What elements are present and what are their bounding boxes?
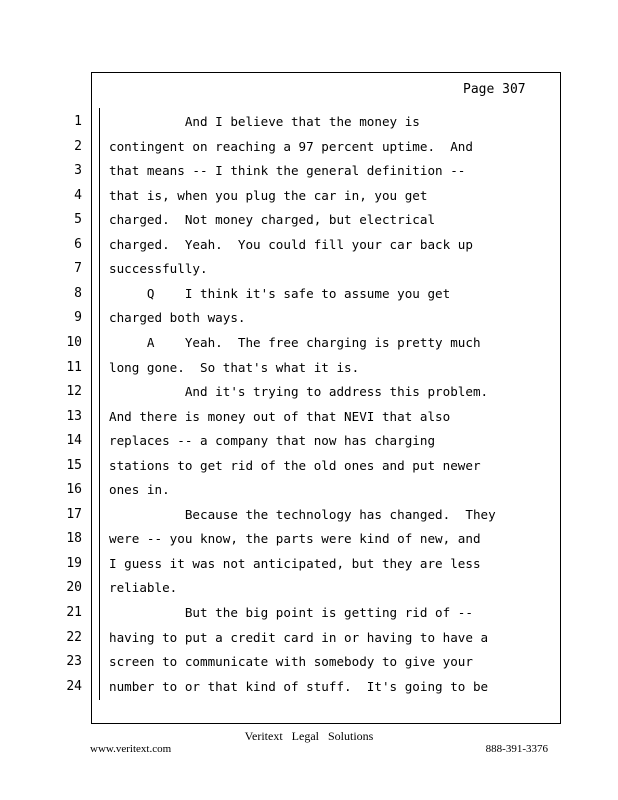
line-number: 16 xyxy=(66,482,82,497)
line-text: number to or that kind of stuff. It's going to be xyxy=(109,679,489,694)
line-text: And I believe that the money is xyxy=(109,114,420,129)
line-number: 15 xyxy=(66,458,82,473)
line-text: charged. Yeah. You could fill your car back up xyxy=(109,237,473,252)
line-text: charged. Not money charged, but electrical xyxy=(109,212,436,227)
footer-company: Veritext Legal Solutions xyxy=(244,729,374,743)
line-text: contingent on reaching a 97 percent uptime. And xyxy=(109,139,473,154)
line-number: 23 xyxy=(66,654,82,669)
line-number: 6 xyxy=(74,237,82,252)
line-text: And it's trying to address this problem. xyxy=(109,384,489,399)
line-number: 11 xyxy=(66,360,82,375)
line-number: 14 xyxy=(66,433,82,448)
line-number: 1 xyxy=(74,114,82,129)
line-number: 24 xyxy=(66,679,82,694)
line-text: long gone. So that's what it is. xyxy=(109,360,360,375)
line-text: that is, when you plug the car in, you get xyxy=(109,188,428,203)
line-number: 2 xyxy=(74,139,82,154)
line-number: 3 xyxy=(74,163,82,178)
line-number: 21 xyxy=(66,605,82,620)
line-number: 7 xyxy=(74,261,82,276)
line-number: 5 xyxy=(74,212,82,227)
line-text: And there is money out of that NEVI that also xyxy=(109,409,451,424)
line-number: 13 xyxy=(66,409,82,424)
line-number: 12 xyxy=(66,384,82,399)
line-text: replaces -- a company that now has charging xyxy=(109,433,436,448)
line-text: But the big point is getting rid of -- xyxy=(109,605,473,620)
footer-website: www.veritext.com xyxy=(90,743,172,755)
line-number: 19 xyxy=(66,556,82,571)
line-text: that means -- I think the general definition -- xyxy=(109,163,466,178)
line-text: A Yeah. The free charging is pretty much xyxy=(109,335,481,350)
line-text: having to put a credit card in or having to have a xyxy=(109,630,489,645)
line-text: were -- you know, the parts were kind of new, and xyxy=(109,531,481,546)
line-number: 20 xyxy=(66,580,82,595)
line-number: 4 xyxy=(74,188,82,203)
line-text: reliable. xyxy=(109,580,178,595)
line-number-rule xyxy=(99,108,100,700)
line-text: ones in. xyxy=(109,482,170,497)
line-number: 9 xyxy=(74,310,82,325)
line-text: Because the technology has changed. They xyxy=(109,507,496,522)
line-number: 10 xyxy=(66,335,82,350)
line-text: stations to get rid of the old ones and put newer xyxy=(109,458,481,473)
line-text: I guess it was not anticipated, but they are less xyxy=(109,556,481,571)
line-text: successfully. xyxy=(109,261,208,276)
line-text: screen to communicate with somebody to give your xyxy=(109,654,473,669)
page-number: Page 307 xyxy=(463,82,526,97)
line-text: Q I think it's safe to assume you get xyxy=(109,286,451,301)
line-text: charged both ways. xyxy=(109,310,246,325)
line-number: 18 xyxy=(66,531,82,546)
line-number: 17 xyxy=(66,507,82,522)
line-number: 22 xyxy=(66,630,82,645)
footer-phone: 888-391-3376 xyxy=(485,743,548,755)
line-number: 8 xyxy=(74,286,82,301)
